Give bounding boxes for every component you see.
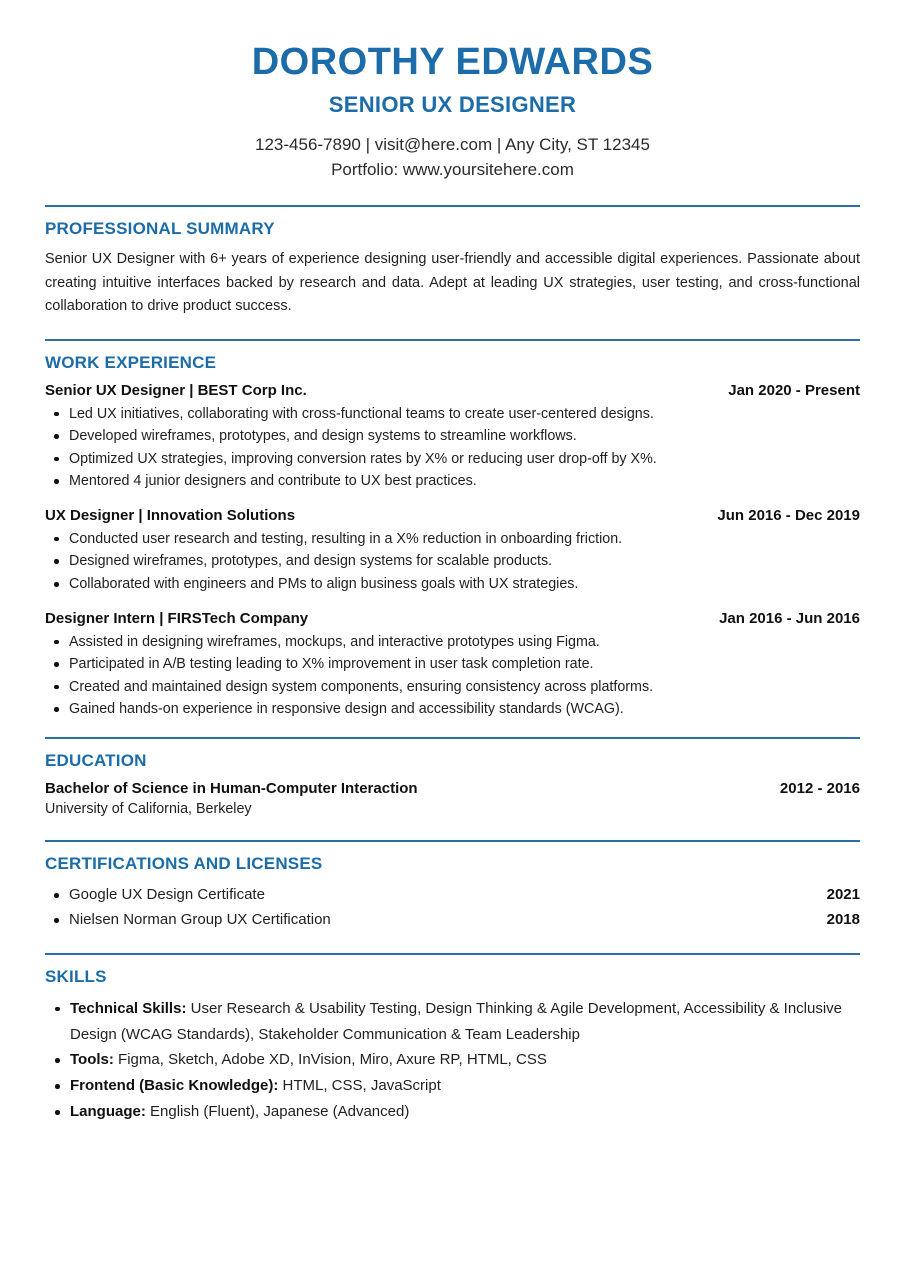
certification-item [45, 908, 860, 933]
job-date: Jan 2020 - Present [728, 381, 860, 399]
skill-label: Frontend (Basic Knowledge): [70, 1077, 279, 1095]
skill-item [45, 1047, 860, 1073]
certification-year: 2021 [826, 886, 860, 904]
job-bullet: Conducted user research and testing, resulting in a X% reduction in onboarding friction. [45, 528, 860, 551]
resume-header [45, 0, 860, 183]
section-title-summary: PROFESSIONAL SUMMARY [45, 219, 275, 239]
experience-entry [45, 610, 860, 721]
section-work-experience [45, 341, 860, 721]
section-education [45, 739, 860, 824]
portfolio-line: Portfolio: www.yoursitehere.com [331, 160, 574, 180]
job-title-company: Designer Intern | FIRSTech Company [45, 609, 309, 627]
section-title-experience: WORK EXPERIENCE [45, 352, 217, 372]
job-bullets [45, 631, 860, 721]
experience-heading-row [45, 610, 860, 627]
section-title-skills: SKILLS [45, 966, 107, 986]
skill-value: HTML, CSS, JavaScript [278, 1077, 441, 1095]
job-date: Jun 2016 - Dec 2019 [717, 506, 860, 524]
skill-value: User Research & Usability Testing, Design Thinking & Agile Development, Accessibility & Inclusive Design (WCAG Standards), Stakeholder Communication & Team Leadership [70, 999, 843, 1043]
skill-item [45, 996, 860, 1048]
skill-value: Figma, Sketch, Adobe XD, InVision, Miro, Axure RP, HTML, CSS [113, 1051, 547, 1069]
skill-label: Technical Skills: [70, 999, 187, 1017]
section-professional-summary [45, 207, 860, 322]
certification-list [45, 883, 860, 937]
job-bullets [45, 528, 860, 596]
skills-list [45, 996, 860, 1125]
job-bullet: Designed wireframes, prototypes, and design systems for scalable products. [45, 550, 860, 573]
experience-entry [45, 382, 860, 493]
skill-label: Language: [70, 1103, 146, 1121]
skill-label: Tools: [70, 1051, 114, 1069]
experience-entry [45, 507, 860, 596]
job-bullets [45, 403, 860, 493]
job-bullet: Collaborated with engineers and PMs to align business goals with UX strategies. [45, 573, 860, 596]
education-school: University of California, Berkeley [45, 800, 252, 817]
skill-item [45, 1099, 860, 1125]
certification-name: Nielsen Norman Group UX Certification [69, 911, 331, 929]
contact-line: 123-456-7890 | visit@here.com | Any City, ST 12345 [255, 134, 650, 154]
section-title-education: EDUCATION [45, 750, 147, 770]
skill-item [45, 1073, 860, 1099]
job-bullet: Gained hands-on experience in responsive design and accessibility standards (WCAG). [45, 698, 860, 721]
job-bullet: Mentored 4 junior designers and contribute to UX best practices. [45, 470, 860, 493]
job-title-company: UX Designer | Innovation Solutions [45, 506, 296, 524]
experience-heading-row [45, 382, 860, 399]
education-date: 2012 - 2016 [779, 779, 860, 797]
section-certifications [45, 842, 860, 937]
job-bullet: Created and maintained design system components, ensuring consistency across platforms. [45, 676, 860, 699]
candidate-job-title: SENIOR UX DESIGNER [328, 91, 577, 117]
certification-name: Google UX Design Certificate [69, 886, 265, 904]
job-bullet: Led UX initiatives, collaborating with cross-functional teams to create user-centered designs. [45, 403, 860, 426]
education-heading-row [45, 780, 860, 797]
section-title-certifications: CERTIFICATIONS AND LICENSES [45, 854, 323, 874]
job-title-company: Senior UX Designer | BEST Corp Inc. [45, 381, 307, 399]
education-degree: Bachelor of Science in Human-Computer Interaction [45, 779, 418, 797]
certification-year: 2018 [826, 911, 860, 929]
job-date: Jan 2016 - Jun 2016 [719, 609, 860, 627]
candidate-name: DOROTHY EDWARDS [251, 41, 654, 83]
job-bullet: Participated in A/B testing leading to X% improvement in user task completion rate. [45, 653, 860, 676]
job-bullet: Developed wireframes, prototypes, and design systems to streamline workflows. [45, 425, 860, 448]
summary-text: Senior UX Designer with 6+ years of experience designing user-friendly and accessible digital experiences. Passionate about creating intuitive interfaces backed by research and data. Adept at leading UX strategies, user testing, and cross-functional collaboration to drive product success. [45, 251, 860, 315]
certification-item [45, 883, 860, 908]
job-bullet: Optimized UX strategies, improving conversion rates by X% or reducing user drop-off by X%. [45, 448, 860, 471]
experience-heading-row [45, 507, 860, 524]
section-skills [45, 955, 860, 1125]
skill-value: English (Fluent), Japanese (Advanced) [145, 1103, 410, 1121]
job-bullet: Assisted in designing wireframes, mockups, and interactive prototypes using Figma. [45, 631, 860, 654]
